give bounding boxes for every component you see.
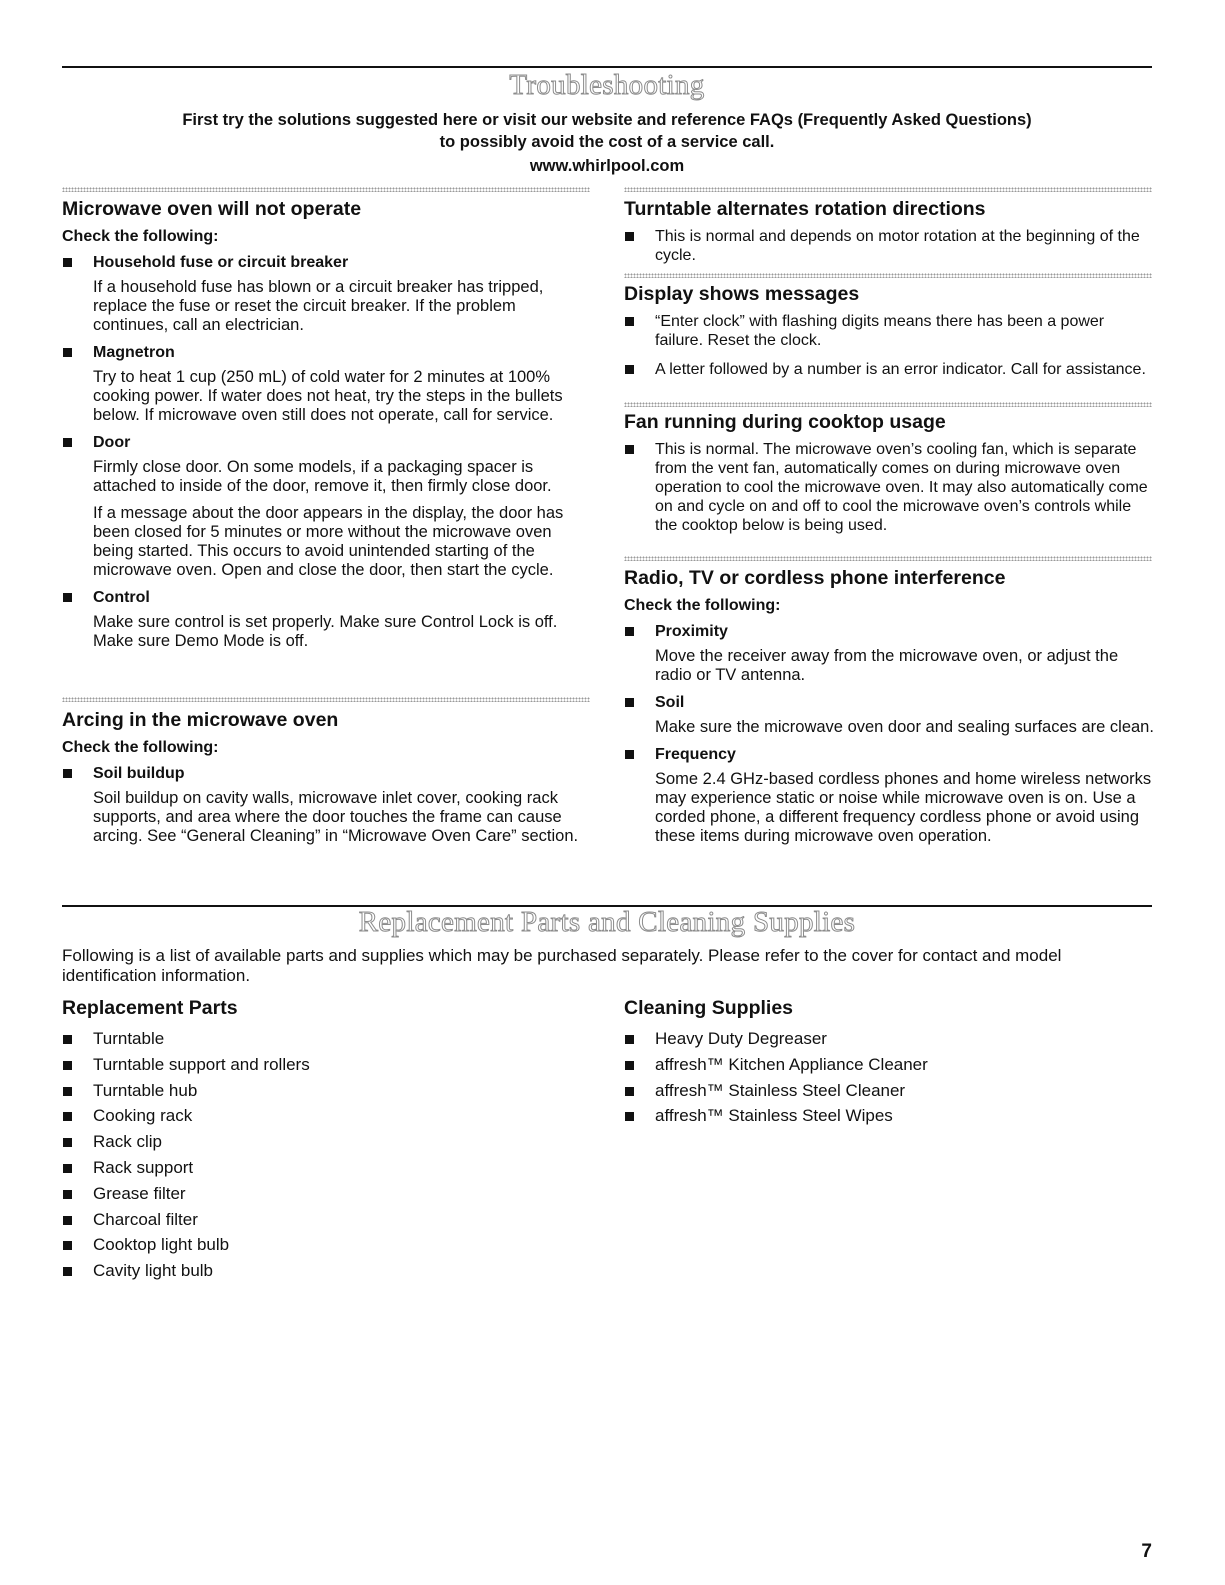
bullet-icon xyxy=(625,365,634,374)
divider xyxy=(62,187,590,192)
list-item xyxy=(62,343,592,362)
bullet-icon xyxy=(63,1164,72,1173)
section-heading: Fan running during cooktop usage xyxy=(624,411,946,433)
divider xyxy=(624,273,1152,278)
bullet-icon xyxy=(625,445,634,454)
list-item-text: Rack support xyxy=(93,1157,194,1177)
bullet-icon xyxy=(63,438,72,447)
section-heading: Display shows messages xyxy=(624,283,860,305)
bullet-icon xyxy=(63,348,72,357)
item-text: Firmly close door. On some models, if a packaging spacer is attached to inside of the door, remove it, then firmly close door. xyxy=(93,458,552,495)
replacement-parts-heading: Replacement Parts xyxy=(62,997,238,1019)
list-item xyxy=(624,440,1154,535)
bullet-icon xyxy=(63,258,72,267)
item-text: If a message about the door appears in the display, the door has been closed for 5 minutes or more without the microwave oven being started. This occurs to avoid unintended starting of the microwave oven. Open and close the door, then start the cycle. xyxy=(93,504,564,579)
list-item xyxy=(624,1081,1154,1101)
item-text: Make sure control is set properly. Make sure Control Lock is off. Make sure Demo Mode is off. xyxy=(93,613,558,650)
replacement-title: Replacement Parts and Cleaning Supplies xyxy=(358,906,856,938)
list-item xyxy=(62,253,592,272)
page-number: 7 xyxy=(1141,1541,1152,1562)
fan-section xyxy=(624,410,1154,541)
item-text: This is normal and depends on motor rotation at the beginning of the cycle. xyxy=(655,228,1140,264)
item-label: Household fuse or circuit breaker xyxy=(93,254,349,271)
bullet-icon xyxy=(625,232,634,241)
bullet-icon xyxy=(63,1138,72,1147)
turntable-section xyxy=(624,197,1154,271)
item-label: Control xyxy=(93,589,150,606)
item-text: Make sure the microwave oven door and sealing surfaces are clean. xyxy=(655,718,1154,736)
item-label: Frequency xyxy=(655,746,736,763)
divider xyxy=(62,697,590,702)
divider xyxy=(624,187,1152,192)
list-item xyxy=(62,588,592,607)
bullet-icon xyxy=(625,698,634,707)
website-link[interactable]: www.whirlpool.com xyxy=(529,157,685,175)
list-item xyxy=(62,1132,592,1152)
list-item-text: Grease filter xyxy=(93,1183,186,1203)
list-item xyxy=(62,1210,592,1230)
replacement-intro: Following is a list of available parts and supplies which may be purchased separately. Please refer to the cover for contact and model identification information. xyxy=(62,946,1062,985)
list-item xyxy=(62,1184,592,1204)
bullet-icon xyxy=(625,1112,634,1121)
list-item-text: Cooking rack xyxy=(93,1106,193,1126)
list-item xyxy=(624,622,1154,641)
list-item xyxy=(624,360,1154,379)
list-item xyxy=(62,1029,592,1049)
list-item xyxy=(624,1055,1154,1075)
top-rule xyxy=(62,66,1152,68)
list-item xyxy=(624,693,1154,712)
cleaning-supplies-heading: Cleaning Supplies xyxy=(624,997,794,1019)
item-text: A letter followed by a number is an error indicator. Call for assistance. xyxy=(655,361,1146,378)
radio-section xyxy=(624,566,1154,854)
list-item-text: affresh™ Stainless Steel Wipes xyxy=(655,1106,893,1126)
item-label: Door xyxy=(93,434,131,451)
bullet-icon xyxy=(63,1061,72,1070)
list-item xyxy=(62,1106,592,1126)
list-item xyxy=(624,1029,1154,1049)
item-label: Soil xyxy=(655,694,685,711)
bullet-icon xyxy=(625,1087,634,1096)
item-label: Proximity xyxy=(655,623,728,640)
list-item xyxy=(62,1261,592,1281)
replacement-parts-column xyxy=(62,996,592,1287)
bullet-icon xyxy=(63,1112,72,1121)
bullet-icon xyxy=(625,750,634,759)
list-item xyxy=(62,764,592,783)
list-item-text: Turntable xyxy=(93,1029,165,1048)
troubleshooting-title: Troubleshooting xyxy=(509,69,705,101)
item-text: Try to heat 1 cup (250 mL) of cold water for 2 minutes at 100% cooking power. If water does not heat, try the steps in the bullets below. If microwave oven still does not operate, call for service. xyxy=(93,368,563,424)
list-item xyxy=(624,227,1154,265)
item-text: If a household fuse has blown or a circuit breaker has tripped, replace the fuse or reset the circuit breaker. If the problem continues, call an electrician. xyxy=(93,278,544,334)
list-item-text: Turntable support and rollers xyxy=(93,1054,310,1074)
arcing-section xyxy=(62,708,592,854)
bullet-icon xyxy=(63,769,72,778)
bullet-icon xyxy=(625,627,634,636)
section-heading: Turntable alternates rotation directions xyxy=(624,198,986,220)
section-heading: Arcing in the microwave oven xyxy=(62,709,339,731)
check-label: Check the following: xyxy=(624,597,781,614)
list-item xyxy=(624,1106,1154,1126)
bullet-icon xyxy=(63,1267,72,1276)
left-column xyxy=(62,197,592,659)
item-text: “Enter clock” with flashing digits means there has been a power failure. Reset the clock. xyxy=(655,313,1105,349)
section-heading: Microwave oven will not operate xyxy=(62,198,362,220)
list-item xyxy=(62,1235,592,1255)
replacement-parts-list xyxy=(62,1029,592,1281)
list-item xyxy=(62,1158,592,1178)
item-text: Soil buildup on cavity walls, microwave inlet cover, cooking rack supports, and area where the door touches the frame can cause arcing. See “General Cleaning” in “Microwave Oven Care” section. xyxy=(93,789,579,845)
cleaning-supplies-column xyxy=(624,996,1154,1132)
divider xyxy=(624,556,1152,561)
list-item xyxy=(624,312,1154,350)
list-item-text: Cavity light bulb xyxy=(93,1261,214,1281)
list-item-text: affresh™ Kitchen Appliance Cleaner xyxy=(655,1054,928,1074)
troubleshooting-intro-line1: First try the solutions suggested here or visit our website and reference FAQs (Frequently Asked Questions) xyxy=(182,111,1032,129)
item-label: Magnetron xyxy=(93,344,175,361)
list-item xyxy=(624,745,1154,764)
bullet-icon xyxy=(625,317,634,326)
item-text: Move the receiver away from the microwave oven, or adjust the radio or TV antenna. xyxy=(655,647,1119,684)
bullet-icon xyxy=(63,593,72,602)
divider xyxy=(624,402,1152,407)
list-item-text: Heavy Duty Degreaser xyxy=(655,1029,827,1048)
bullet-icon xyxy=(625,1061,634,1070)
list-item-text: affresh™ Stainless Steel Cleaner xyxy=(655,1080,906,1100)
check-label: Check the following: xyxy=(62,228,219,245)
list-item-text: Cooktop light bulb xyxy=(93,1235,230,1255)
bullet-icon xyxy=(625,1035,634,1044)
bullet-icon xyxy=(63,1087,72,1096)
bullet-icon xyxy=(63,1190,72,1199)
troubleshooting-intro-line2: to possibly avoid the cost of a service call. xyxy=(439,133,775,151)
not-operate-section xyxy=(62,197,592,651)
list-item xyxy=(62,433,592,452)
item-text: This is normal. The microwave oven’s cooling fan, which is separate from the vent fan, automatically comes on during microwave oven operation to cool the microwave oven. It may also automatically come on and cycle on and off to cool the microwave oven’s controls while the cooktop below is being used. xyxy=(655,441,1148,534)
bullet-icon xyxy=(63,1216,72,1225)
list-item-text: Charcoal filter xyxy=(93,1209,198,1229)
check-label: Check the following: xyxy=(62,739,219,756)
bullet-icon xyxy=(63,1035,72,1044)
list-item-text: Turntable hub xyxy=(93,1080,198,1100)
bullet-icon xyxy=(63,1241,72,1250)
list-item-text: Rack clip xyxy=(93,1132,162,1152)
list-item xyxy=(62,1081,592,1101)
display-section xyxy=(624,282,1154,385)
item-text: Some 2.4 GHz-based cordless phones and home wireless networks may experience static or noise while microwave oven is on. Use a corded phone, a different frequency cordless phone or avoid using these items during microwave oven operation. xyxy=(655,770,1152,845)
section-heading: Radio, TV or cordless phone interference xyxy=(624,567,1006,589)
cleaning-supplies-list xyxy=(624,1029,1154,1126)
item-label: Soil buildup xyxy=(93,765,185,782)
list-item xyxy=(62,1055,592,1075)
